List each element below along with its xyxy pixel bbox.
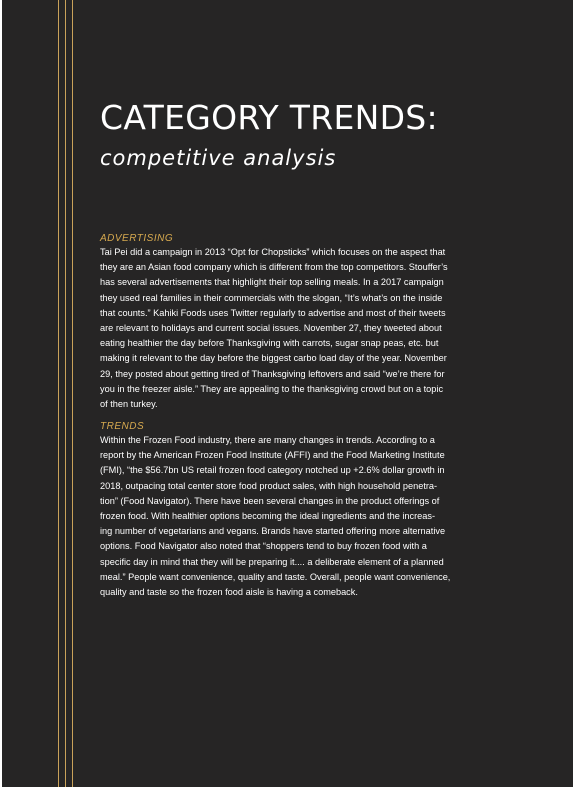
page-title: CATEGORY TRENDS: — [100, 98, 438, 137]
decorative-vertical-rule — [72, 0, 73, 787]
advertising-heading: ADVERTISING — [100, 233, 174, 244]
document-page — [2, 0, 573, 787]
trends-body: Within the Frozen Food industry, there are many changes in trends. According to a report by the American Frozen Food Institute (AFFI) and the Food Marketing Institute (FMI), “the $56.7bn US retail frozen food category notched up +2.6% dollar growth in 2018, outpacing total center store food product sales, with high household penetra- tion” (Food Navigator). There have been several changes in the product offerings of frozen food. With healthier options becoming the ideal ingredients and the increas- ing number of vegetarians and vegans. Brands have started offering more alternative options. Food Navigator also noted that “shoppers tend to buy frozen food with a specific day in mind that they will be preparing it.... a deliberate element of a planned meal.” People want convenience, quality and taste. Overall, people want convenience, quality and taste so the frozen food aisle is having a comeback. — [100, 435, 451, 598]
page-subtitle: competitive analysis — [100, 146, 337, 170]
trends-heading: TRENDS — [100, 421, 145, 432]
advertising-body: Tai Pei did a campaign in 2013 “Opt for Chopsticks” which focuses on the aspect that they are an Asian food company which is different from the top competitors. Stouffer’s has several advertisements that highlight their top selling meals. In a 2017 campaign they used real families in their commercials with the slogan, “It’s what’s on the inside that counts.” Kahiki Foods uses Twitter regularly to advertise and most of their tweets are relevant to holidays and current social issues. November 27, they tweeted about eating healthier the day before Thanksgiving with carrots, sugar snap peas, etc. but making it relevant to the day before the biggest carbo load day of the year. November 29, they posted about getting tired of Thanksgiving leftovers and said “we’re there for you in the freezer aisle.” They are appealing to the thanksgiving crowd but on a topic of then turkey. — [100, 247, 448, 410]
trends-section — [100, 420, 546, 600]
advertising-section — [100, 232, 546, 412]
decorative-vertical-rule — [65, 0, 66, 787]
decorative-vertical-rule — [58, 0, 59, 787]
